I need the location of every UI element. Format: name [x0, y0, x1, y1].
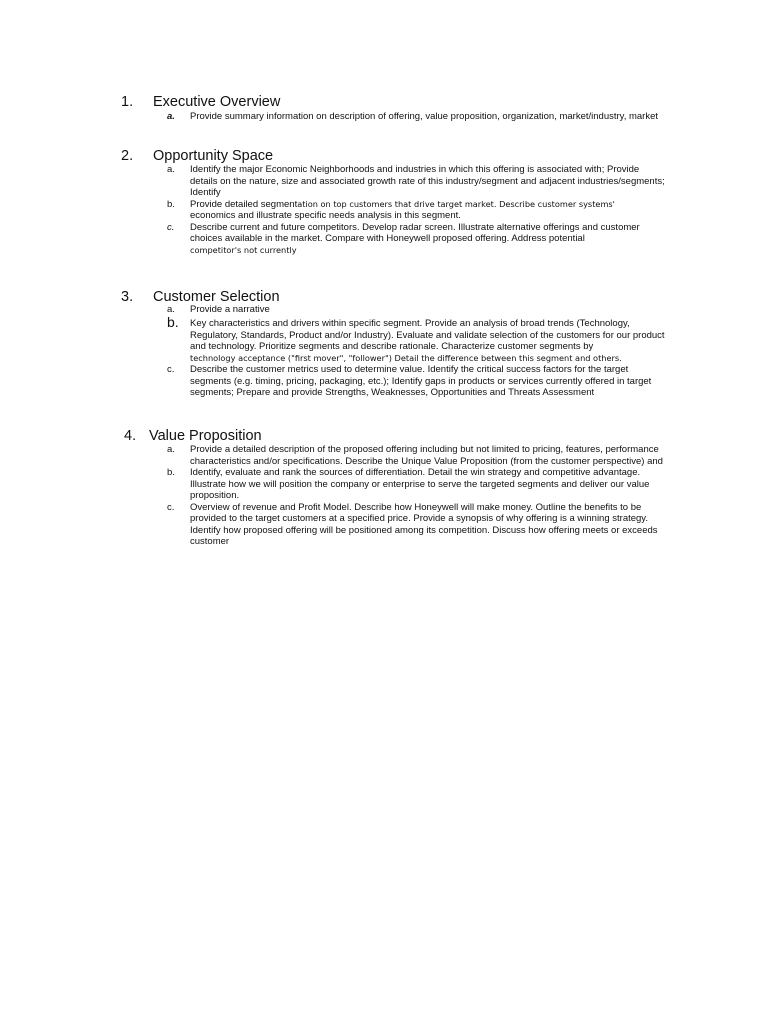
- list-item: [0, 222, 768, 257]
- item-text: Identify the major Economic Neighborhoods and industries in which this offering is associated with; Provide details on the nature, size and associated growth rate of this industry/segment and adjacent industries/segments; Identify: [190, 164, 665, 198]
- item-label: a.: [167, 444, 175, 455]
- item-label: c.: [167, 221, 175, 233]
- section-value-proposition: [0, 427, 768, 548]
- item-text: Identify, evaluate and rank the sources of differentiation. Detail the win strategy and competitive advantage. Illustrate how we will position the company or enterprise to serve the targeted segments and deliver our value proposition.: [190, 467, 650, 501]
- section-number: 1.: [121, 94, 134, 110]
- list-item: [0, 467, 768, 502]
- item-text-alt: technology acceptance ("first mover", "follower") Detail the difference between this segment and others.: [190, 352, 622, 363]
- item-text-alt: ation on top customers that drive target market. Describe customer systems': [297, 198, 615, 209]
- section-number: 3.: [121, 289, 134, 305]
- item-label: a.: [167, 304, 175, 315]
- item-text: Describe the customer metrics used to determine value. Identify the critical success factors for the target segments (e.g. timing, pricing, packaging, etc.); Identify gaps in products or services currently offered in target segments; Prepare and provide Strengths, Weaknesses, Opportunities and Threats Assessment: [190, 364, 652, 398]
- list-item: [0, 164, 768, 199]
- list-item: [0, 111, 768, 123]
- item-label: a.: [167, 164, 175, 175]
- list-item: [0, 314, 768, 364]
- section-title: Executive Overview: [153, 94, 281, 110]
- item-list: [0, 444, 768, 548]
- section-opportunity-space: [0, 147, 768, 256]
- section-title: Value Proposition: [149, 428, 262, 444]
- item-text: Provide a detailed description of the proposed offering including but not limited to pricing, features, performance characteristics and/or specifications. Describe the Unique Value Proposition (from the customer perspective) and: [190, 444, 663, 467]
- list-item: [0, 304, 768, 316]
- item-text: Overview of revenue and Profit Model. Describe how Honeywell will make money. Outline the benefits to be provided to the target customers at a specified price. Provide a synopsis of why offering is a winning strategy. Identify how proposed offering will be positioned among its competition. Discuss how offering meets or exceeds customer: [190, 501, 658, 547]
- section-title: Customer Selection: [153, 289, 280, 305]
- item-label: a.: [167, 111, 175, 122]
- section-number: 4.: [124, 428, 137, 444]
- item-text-part: Key characteristics and drivers within specific segment. Provide an analysis of broad trends (Technology, Regulatory, Standards, Product and/or Industry). Evaluate and validate selection of the customers for our product and technology. Prioritize segments and describe rationale. Characterize customer segments by: [190, 318, 665, 352]
- section-heading: [0, 93, 768, 113]
- item-list: [0, 111, 768, 123]
- list-item: [0, 444, 768, 467]
- list-item: [0, 502, 768, 548]
- item-text: [190, 222, 668, 257]
- item-label: c.: [167, 501, 175, 513]
- item-label: b.: [167, 314, 179, 330]
- list-item: [0, 364, 768, 399]
- section-executive-overview: [0, 93, 768, 123]
- item-list: [0, 304, 768, 399]
- item-label: b.: [167, 467, 175, 478]
- item-text: [190, 318, 668, 364]
- item-list: [0, 164, 768, 256]
- section-title: Opportunity Space: [153, 148, 274, 164]
- section-customer-selection: [0, 288, 768, 399]
- item-label: b.: [167, 198, 175, 210]
- item-text: Provide summary information on description of offering, value proposition, organization, market/industry, market: [190, 111, 659, 122]
- item-text-part: Describe current and future competitors. Develop radar screen. Illustrate alternative offerings and customer choices available in the market. Compare with Honeywell proposed offering. Address potential: [190, 221, 640, 244]
- item-text-alt: competitor's not currently: [190, 244, 297, 255]
- item-text: Provide a narrative: [190, 304, 270, 315]
- item-text-part: Provide detailed segment: [190, 198, 298, 210]
- list-item: [0, 199, 768, 222]
- item-text: [190, 199, 668, 222]
- section-number: 2.: [121, 148, 134, 164]
- item-text-cont: economics and illustrate specific needs analysis in this segment.: [190, 210, 461, 221]
- item-label: c.: [167, 364, 175, 375]
